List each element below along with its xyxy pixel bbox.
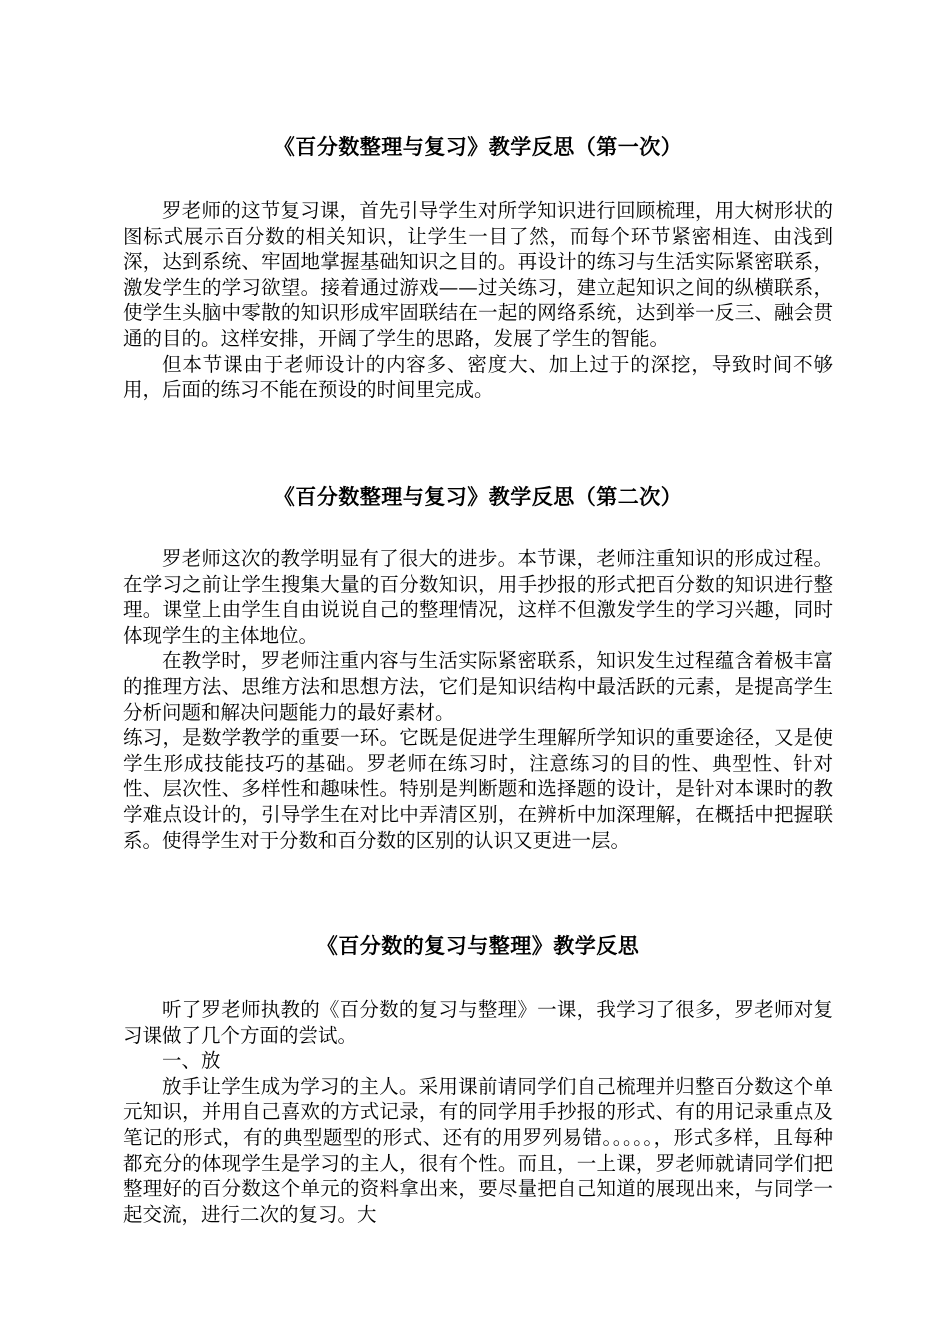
section-1-paragraph-1: 罗老师的这节复习课，首先引导学生对所学知识进行回顾梳理，用大树形状的图标式展示百分数的相关知识，让学生一目了然，而每个环节紧密相连、由浅到深，达到系统、牢固地掌握基础知识之目的。再设计的练习与生活实际紧密联系，激发学生的学习欲望。接着通过游戏——过关练习，建立起知识之间的纵横联系，使学生头脑中零散的知识形成牢固联结在一起的网络系统，达到举一反三、融会贯通的目的。这样安排，开阔了学生的思路，发展了学生的智能。 <box>123 199 833 350</box>
section-2-paragraph-3: 练习，是数学教学的重要一环。它既是促进学生理解所学知识的重要途径，又是使学生形成技能技巧的基础。罗老师在练习时，注意练习的目的性、典型性、针对性、层次性、多样性和趣味性。特别是判断题和选择题的设计，是针对本课时的教学难点设计的，引导学生在对比中弄清区别，在辨析中加深理解，在概括中把握联系。使得学生对于分数和百分数的区别的认识又更进一层。 <box>123 726 833 852</box>
section-2 <box>123 483 833 853</box>
section-1-paragraph-2: 但本节课由于老师设计的内容多、密度大、加上过于的深挖，导致时间不够用，后面的练习不能在预设的时间里完成。 <box>123 352 833 402</box>
section-2-paragraph-2: 在教学时，罗老师注重内容与生活实际紧密联系，知识发生过程蕴含着极丰富的推理方法、思维方法和思想方法，它们是知识结构中最活跃的元素，是提高学生分析问题和解决问题能力的最好素材。 <box>123 649 833 724</box>
section-2-paragraph-1: 罗老师这次的教学明显有了很大的进步。本节课，老师注重知识的形成过程。在学习之前让学生搜集大量的百分数知识，用手抄报的形式把百分数的知识进行整理。课堂上由学生自由说说自己的整理情况，这样不但激发学生的学习兴趣，同时体现学生的主体地位。 <box>123 547 833 647</box>
section-2-title: 《百分数整理与复习》教学反思（第二次） <box>273 484 683 509</box>
section-3-heading-fang: 一、放 <box>162 1049 221 1073</box>
section-3-title: 《百分数的复习与整理》教学反思 <box>316 933 640 958</box>
section-1 <box>123 133 833 403</box>
section-3-paragraph-1: 听了罗老师执教的《百分数的复习与整理》一课，我学习了很多，罗老师对复习课做了几个方面的尝试。 <box>123 998 833 1047</box>
section-3-paragraph-2: 放手让学生成为学习的主人。采用课前请同学们自己梳理并归整百分数这个单元知识，并用自己喜欢的方式记录，有的同学用手抄报的形式、有的用记录重点及笔记的形式，有的典型题型的形式、还有的用罗列易错。。。。。，形式多样，且每种都充分的体现学生是学习的主人，很有个性。而且，一上课，罗老师就请同学们把整理好的百分数这个单元的资料拿出来，要尽量把自己知道的展现出来，与同学一起交流，进行二次的复习。大 <box>123 1074 833 1226</box>
section-1-title: 《百分数整理与复习》教学反思（第一次） <box>273 134 683 159</box>
section-3 <box>123 932 833 1227</box>
